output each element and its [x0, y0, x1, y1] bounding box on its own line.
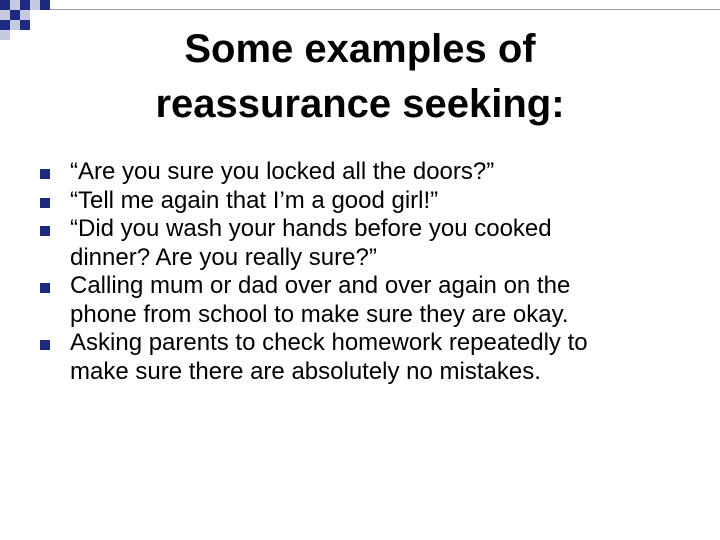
slide-title [60, 22, 660, 132]
square-bullet-icon [40, 169, 50, 179]
bullet-text-line: dinner? Are you really sure?” [70, 243, 377, 271]
bullet-list [40, 158, 700, 386]
checker-square [0, 10, 10, 20]
bullet-text-line: phone from school to make sure they are okay. [70, 300, 569, 328]
checker-square [10, 0, 20, 10]
bullet-text-line: make sure there are absolutely no mistakes. [70, 357, 541, 385]
checker-square [20, 20, 30, 30]
bullet-text-line: “Are you sure you locked all the doors?” [70, 158, 495, 185]
square-bullet-icon [40, 226, 50, 236]
bullet-text-line: “Did you wash your hands before you cooked [70, 215, 552, 242]
bullet-item [40, 329, 700, 386]
checker-square [0, 20, 10, 30]
square-bullet-icon [40, 198, 50, 208]
checker-square [30, 0, 40, 10]
bullet-text-line: Calling mum or dad over and over again on the [70, 272, 571, 299]
bullet-text-line: Asking parents to check homework repeatedly to [70, 329, 588, 356]
checker-square [0, 0, 10, 10]
bullet-item [40, 215, 700, 272]
title-line: Some examples of [184, 27, 536, 71]
checker-square [0, 30, 10, 40]
checker-square [10, 20, 20, 30]
square-bullet-icon [40, 283, 50, 293]
bullet-item [40, 272, 700, 329]
square-bullet-icon [40, 340, 50, 350]
checker-square [40, 0, 50, 10]
checker-square [10, 10, 20, 20]
checker-squares [0, 0, 50, 40]
checker-square [20, 10, 30, 20]
checker-square [20, 0, 30, 10]
title-line: reassurance seeking: [155, 82, 565, 126]
bullet-item [40, 158, 700, 187]
bullet-text-line: “Tell me again that I’m a good girl!” [70, 186, 439, 214]
bullet-item [40, 187, 700, 216]
